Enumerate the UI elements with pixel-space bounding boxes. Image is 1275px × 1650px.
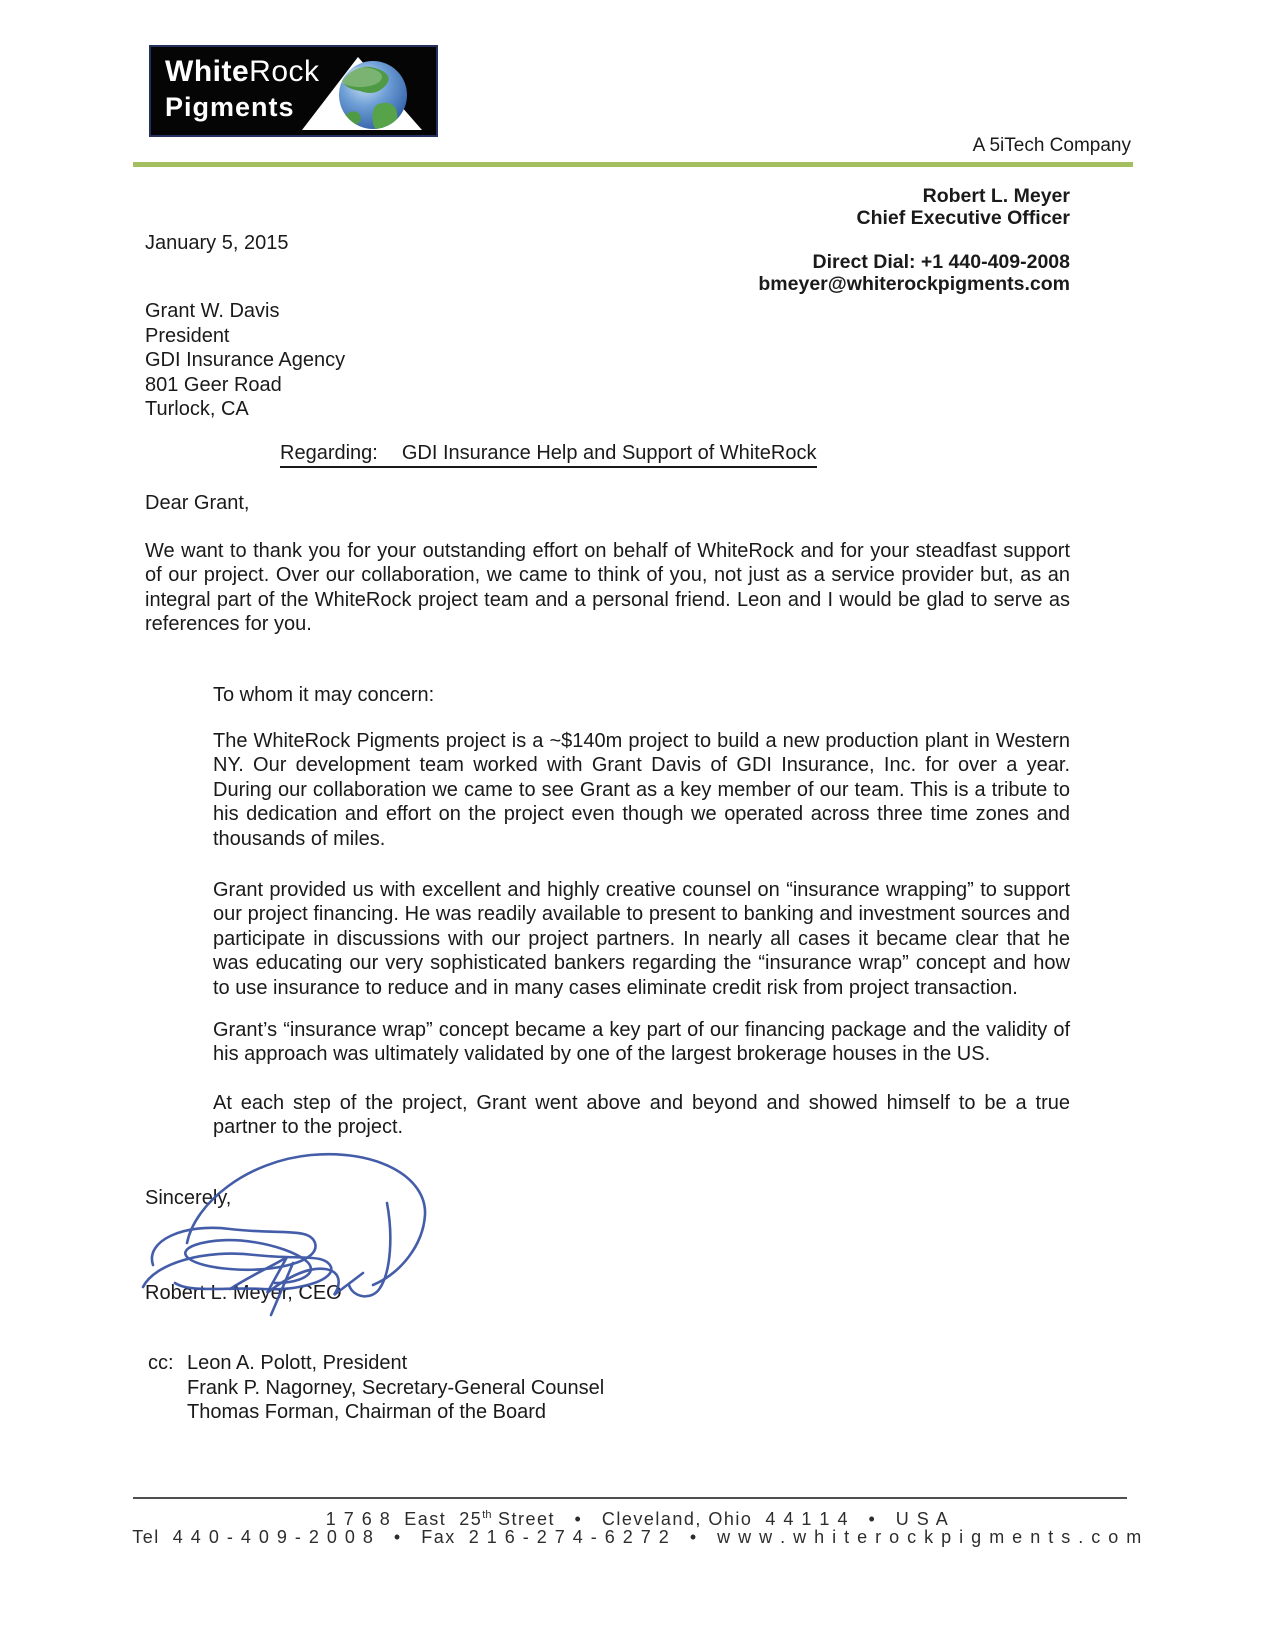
recipient-street: 801 Geer Road (145, 373, 282, 396)
cc-label: cc: (148, 1352, 174, 1374)
cc-entry-3: Thomas Forman, Chairman of the Board (187, 1401, 547, 1424)
reference-paragraph-3: Grant’s “insurance wrap” concept became a key part of our financing package and the validity of his approach was ultimately validated by one of the largest brokerage houses in the US. (213, 1019, 1070, 1066)
sender-contact-block (758, 186, 1070, 295)
footer-address-ordinal: th (482, 1509, 492, 1521)
company-tagline: A 5iTech Company (972, 135, 1131, 156)
regarding-line (280, 441, 817, 468)
opening-paragraph: We want to thank you for your outstanding effort on behalf of WhiteRock and for your steadfast support of our project. Over our collaboration, we came to think of you, not just as a service provider but, as an integral part of the WhiteRock project team and a personal friend. Leon and I would be glad to serve as references for you. (145, 540, 1070, 636)
footer-rule (133, 1497, 1127, 1499)
mountain-globe-icon (284, 47, 436, 135)
footer-address-post: Street • Cleveland, Ohio 4 4 1 1 4 • U S A (491, 1509, 950, 1529)
logo-brand-bold: White (165, 55, 250, 88)
footer-address-pre: 1 7 6 8 East 25 (325, 1509, 483, 1529)
footer-contacts: Tel 4 4 0 - 4 0 9 - 2 0 0 8 • Fax 2 1 6 - 2 7 4 - 6 2 7 2 • w w w . w h i t e r o c k p i g m e n t s . c o m (132, 1527, 1143, 1547)
regarding-label: Regarding: (280, 442, 378, 464)
sender-title: Chief Executive Officer (856, 206, 1070, 229)
recipient-address (145, 299, 345, 422)
letter-date: January 5, 2015 (145, 232, 289, 254)
recipient-company: GDI Insurance Agency (145, 349, 346, 372)
reference-paragraph-2: Grant provided us with excellent and highly creative counsel on “insurance wrapping” to support our project financing. He was readily available to present to banking and investment sources and participate in discussions with our project partners. In nearly all cases it became clear that he was educating our very sophisticated bankers regarding the “insurance wrap” concept and how to use insurance to reduce and in many cases eliminate credit risk from project transaction. (213, 879, 1070, 999)
sender-email: bmeyer@whiterockpigments.com (758, 272, 1070, 295)
reference-paragraph-1: The WhiteRock Pigments project is a ~$140m project to build a new production plant in Western NY. Our development team worked with Grant Davis of GDI Insurance, Inc. for over a year. During our collaboration we came to see Grant as a key member of our team. This is a tribute to his dedication and effort on the project even though we operated across three time zones and thousands of miles. (213, 730, 1070, 850)
logo-brand-line2: Pigments (165, 92, 295, 122)
recipient-name: Grant W. Davis (145, 300, 280, 322)
salutation: Dear Grant, (145, 492, 250, 514)
letterhead-rule (133, 162, 1133, 167)
cc-entry-2: Frank P. Nagorney, Secretary-General Counsel (187, 1376, 605, 1399)
cc-list (187, 1351, 604, 1425)
recipient-title: President (145, 324, 230, 347)
reference-salutation: To whom it may concern: (213, 684, 435, 706)
sender-direct-dial: Direct Dial: +1 440-409-2008 (812, 251, 1070, 273)
regarding-subject: GDI Insurance Help and Support of WhiteRock (401, 442, 817, 464)
closing: Sincerely, (145, 1187, 232, 1209)
cc-block (148, 1351, 604, 1425)
cc-entry-1: Leon A. Polott, President (187, 1352, 408, 1374)
company-logo (149, 45, 438, 137)
sender-name: Robert L. Meyer (922, 185, 1070, 207)
signer-name: Robert L. Meyer, CEO (145, 1282, 342, 1304)
recipient-city: Turlock, CA (145, 398, 249, 421)
logo-brand-regular: Rock (249, 55, 320, 88)
reference-paragraph-4: At each step of the project, Grant went above and beyond and showed himself to be a true partner to the project. (213, 1092, 1070, 1139)
